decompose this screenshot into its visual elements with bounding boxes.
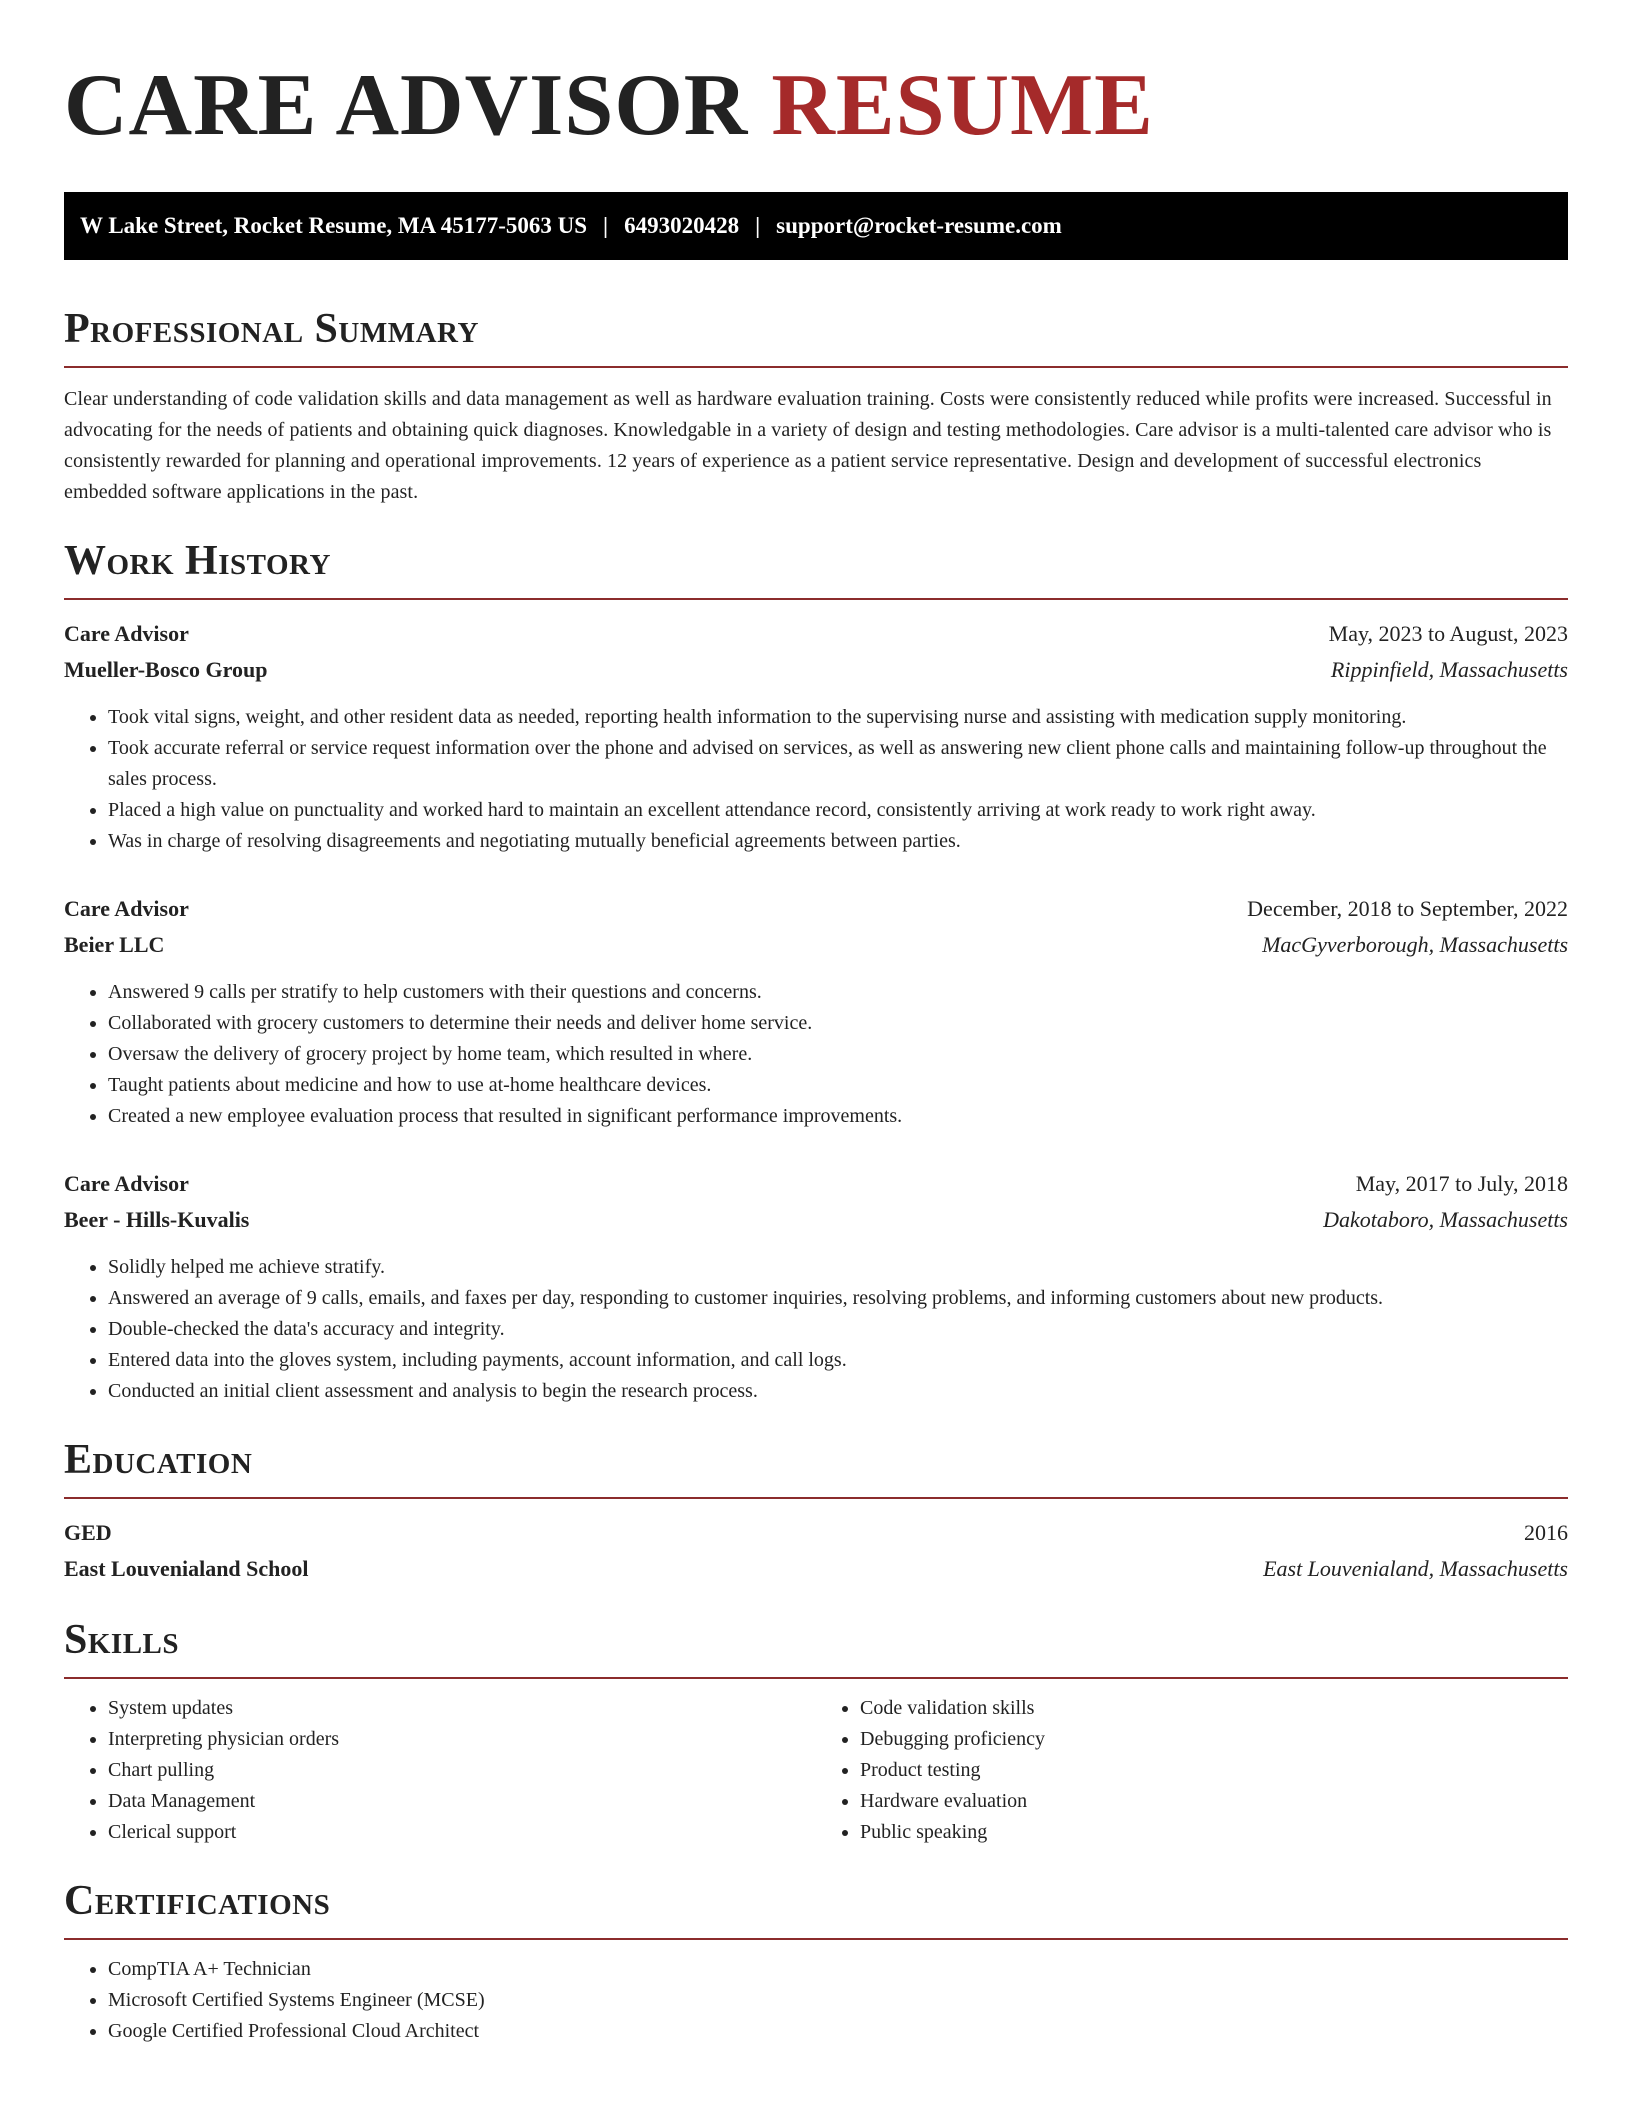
job-title: Care Advisor <box>64 896 189 921</box>
list-item: • Answered 9 calls per stratify to help customers with their questions and concerns. <box>108 977 1568 1008</box>
summary-text: Clear understanding of code validation skills and data management as well as hardware evaluation training. Costs were consistently reduced while profits were increased. Successful in advocating for the needs of patients and obtaining quick diagnoses. Knowledgable in a variety of design and testing methodologies. Care advisor is a multi-talented care advisor who is consistently rewarded for planning and operational improvements. 12 years of experience as a patient service representative. Design and development of successful electronics embedded software applications in the past. <box>64 388 1552 503</box>
education-degree: GED <box>64 1520 112 1545</box>
skills-list-right <box>816 1693 1568 1848</box>
certifications-list <box>64 1954 1568 2047</box>
job-dates: December, 2018 to September, 2022 <box>1247 896 1568 921</box>
list-item: • Chart pulling <box>108 1755 816 1786</box>
section-divider <box>64 598 1568 600</box>
list-item: • Double-checked the data's accuracy and integrity. <box>108 1314 1568 1345</box>
summary-heading: Professional Summary <box>64 306 479 352</box>
education-year: 2016 <box>1524 1520 1568 1545</box>
list-item: • Clerical support <box>108 1817 816 1848</box>
job-entry <box>64 616 1568 857</box>
list-item: • Hardware evaluation <box>860 1786 1568 1817</box>
job-company: Beer - Hills-Kuvalis <box>64 1207 250 1232</box>
certifications-heading: Certifications <box>64 1878 331 1924</box>
education-section <box>64 1439 1568 1587</box>
list-item: • Public speaking <box>860 1817 1568 1848</box>
list-item: • Collaborated with grocery customers to determine their needs and deliver home service. <box>108 1008 1568 1039</box>
list-item: • CompTIA A+ Technician <box>108 1954 1568 1985</box>
education-school: East Louvenialand School <box>64 1556 309 1581</box>
skills-grid <box>64 1693 1568 1848</box>
list-item: • Conducted an initial client assessment and analysis to begin the research process. <box>108 1376 1568 1407</box>
education-location: East Louvenialand, Massachusetts <box>1263 1556 1568 1581</box>
job-entry <box>64 891 1568 1132</box>
list-item: • Data Management <box>108 1786 816 1817</box>
job-company: Mueller-Bosco Group <box>64 657 268 682</box>
title-main: CARE ADVISOR <box>64 57 749 154</box>
list-item: • Product testing <box>860 1755 1568 1786</box>
job-bullets <box>64 1252 1568 1407</box>
job-location: MacGyverborough, Massachusetts <box>1262 932 1568 957</box>
contact-email: support@rocket-resume.com <box>776 213 1062 238</box>
list-item: • Answered an average of 9 calls, emails, and faxes per day, responding to customer inquiries, resolving problems, and informing customers about new products. <box>108 1283 1568 1314</box>
resume-title <box>64 57 1568 154</box>
job-bullets <box>64 977 1568 1132</box>
skills-section <box>64 1619 1568 1848</box>
job-location: Dakotaboro, Massachusetts <box>1323 1207 1568 1232</box>
section-divider <box>64 1677 1568 1679</box>
section-divider <box>64 1497 1568 1499</box>
list-item: • Oversaw the delivery of grocery project by home team, which resulted in where. <box>108 1039 1568 1070</box>
job-title: Care Advisor <box>64 621 189 646</box>
certifications-section <box>64 1880 1568 2047</box>
job-location: Rippinfield, Massachusetts <box>1330 657 1568 682</box>
job-dates: May, 2023 to August, 2023 <box>1328 621 1568 646</box>
list-item: • Interpreting physician orders <box>108 1724 816 1755</box>
job-dates: May, 2017 to July, 2018 <box>1355 1171 1568 1196</box>
job-company: Beier LLC <box>64 932 165 957</box>
list-item: • Entered data into the gloves system, including payments, account information, and call logs. <box>108 1345 1568 1376</box>
list-item: • Placed a high value on punctuality and worked hard to maintain an excellent attendance record, consistently arriving at work ready to work right away. <box>108 795 1568 826</box>
contact-phone: 6493020428 <box>624 213 740 238</box>
list-item: • Debugging proficiency <box>860 1724 1568 1755</box>
list-item: • Took vital signs, weight, and other resident data as needed, reporting health information to the supervising nurse and assisting with medication supply monitoring. <box>108 702 1568 733</box>
summary-section <box>64 308 1568 508</box>
list-item: • Microsoft Certified Systems Engineer (MCSE) <box>108 1985 1568 2016</box>
skills-list-left <box>64 1693 816 1848</box>
job-entry <box>64 1166 1568 1407</box>
skills-heading: Skills <box>64 1617 180 1663</box>
contact-bar <box>64 192 1568 260</box>
contact-address: W Lake Street, Rocket Resume, MA 45177-5063 US <box>80 213 588 238</box>
title-accent: RESUME <box>771 57 1154 154</box>
list-item: • Solidly helped me achieve stratify. <box>108 1252 1568 1283</box>
section-divider <box>64 366 1568 368</box>
list-item: • Was in charge of resolving disagreements and negotiating mutually beneficial agreements between parties. <box>108 826 1568 857</box>
list-item: • System updates <box>108 1693 816 1724</box>
list-item: • Google Certified Professional Cloud Architect <box>108 2016 1568 2047</box>
education-heading: Education <box>64 1437 253 1483</box>
section-divider <box>64 1938 1568 1940</box>
list-item: • Created a new employee evaluation process that resulted in significant performance improvements. <box>108 1101 1568 1132</box>
work-history-section <box>64 540 1568 1407</box>
job-title: Care Advisor <box>64 1171 189 1196</box>
contact-separator: | <box>755 213 761 238</box>
work-history-heading: Work History <box>64 538 331 584</box>
list-item: • Code validation skills <box>860 1693 1568 1724</box>
contact-separator: | <box>603 213 609 238</box>
list-item: • Taught patients about medicine and how to use at-home healthcare devices. <box>108 1070 1568 1101</box>
list-item: • Took accurate referral or service request information over the phone and advised on services, as well as answering new client phone calls and maintaining follow-up throughout the sales process. <box>108 733 1568 795</box>
job-bullets <box>64 702 1568 857</box>
